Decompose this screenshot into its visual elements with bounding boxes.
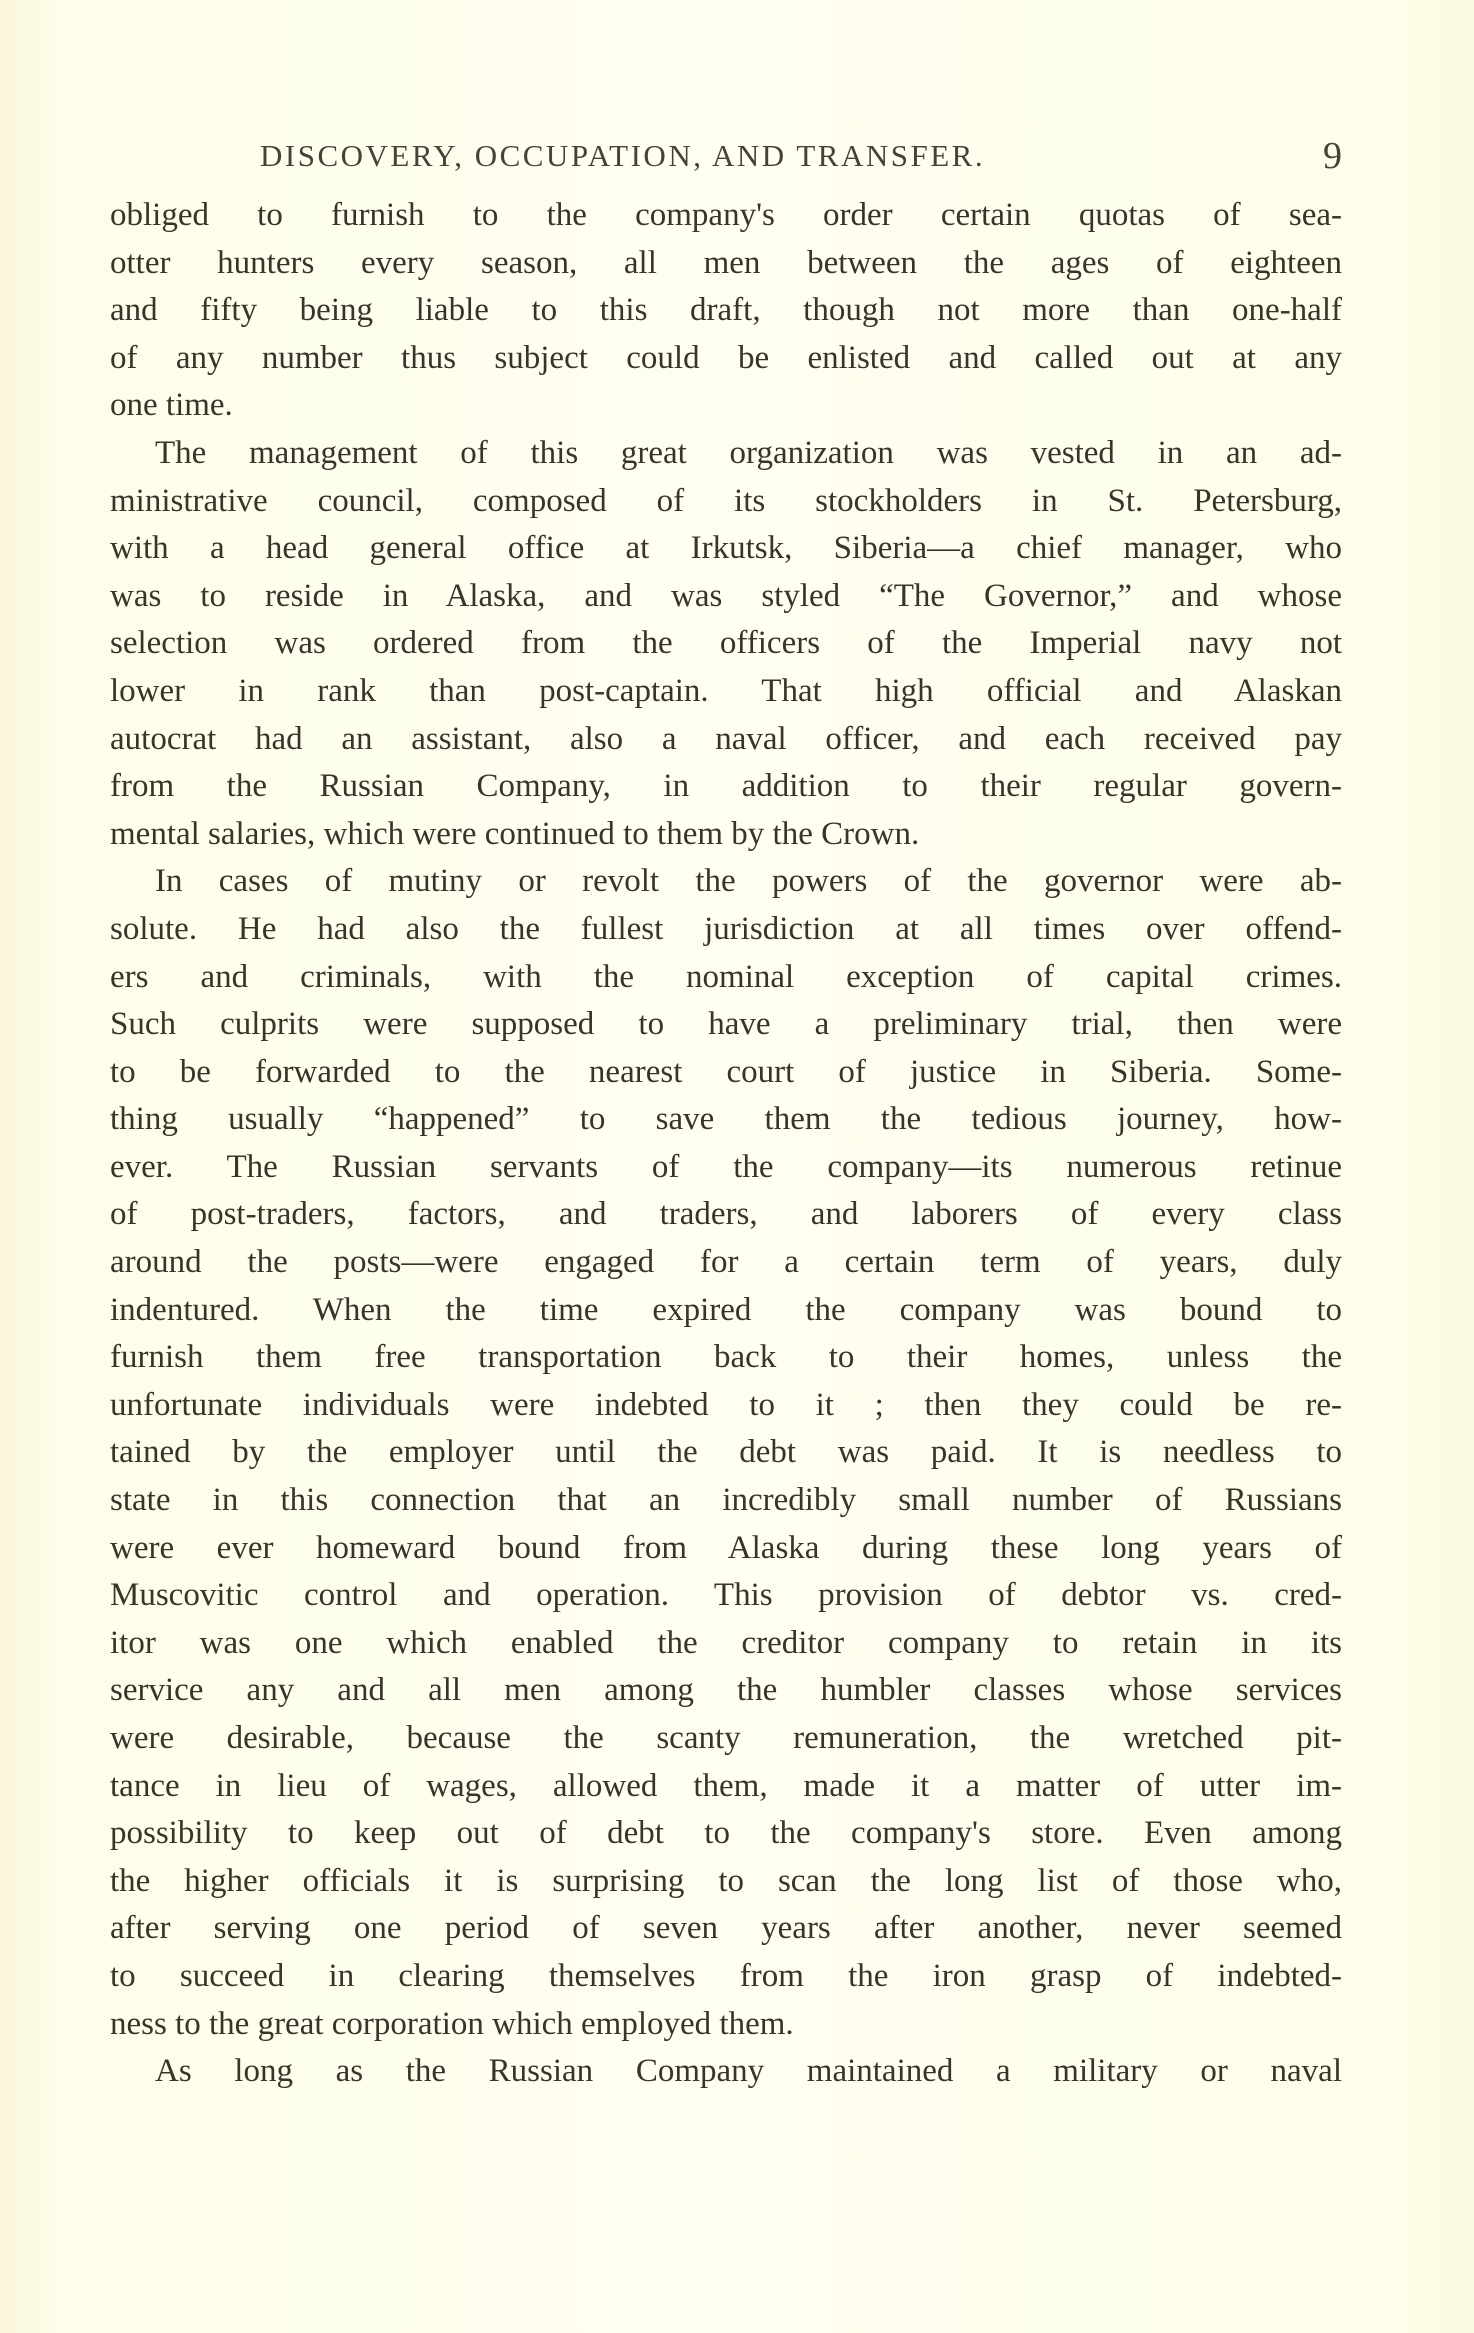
text-line: As long as the Russian Company maintained a military or naval xyxy=(155,2053,1342,2090)
text-line: autocrat had an assistant, also a naval officer, and each received pay xyxy=(110,720,1342,757)
text-line: to be forwarded to the nearest court of justice in Siberia. Some- xyxy=(110,1053,1342,1090)
page-number: 9 xyxy=(1323,135,1342,177)
text-line: around the posts—were engaged for a certain term of years, duly xyxy=(110,1244,1342,1281)
text-line: were ever homeward bound from Alaska during these long years of xyxy=(110,1529,1342,1566)
text-line: service any and all men among the humbler classes whose services xyxy=(110,1672,1342,1709)
text-line: obliged to furnish to the company's order certain quotas of sea- xyxy=(110,197,1342,233)
text-line: selection was ordered from the officers of the Imperial navy not xyxy=(110,625,1342,662)
text-line: to succeed in clearing themselves from the iron grasp of indebted- xyxy=(110,1957,1342,1994)
text-line: after serving one period of seven years after another, never seemed xyxy=(110,1910,1342,1947)
text-line: indentured. When the time expired the company was bound to xyxy=(110,1291,1342,1328)
text-line: The management of this great organization was vested in an ad- xyxy=(155,434,1342,471)
paragraph xyxy=(110,192,1342,430)
text-line: solute. He had also the fullest jurisdiction at all times over offend- xyxy=(110,910,1342,947)
text-line: ministrative council, composed of its stockholders in St. Petersburg, xyxy=(110,482,1342,519)
text-line: Such culprits were supposed to have a preliminary trial, then were xyxy=(110,1006,1342,1043)
text-line: of post-traders, factors, and traders, and laborers of every class xyxy=(110,1196,1342,1233)
text-line: of any number thus subject could be enlisted and called out at any xyxy=(110,339,1342,376)
text-line: with a head general office at Irkutsk, Siberia—a chief manager, who xyxy=(110,530,1342,567)
text-line: mental salaries, which were continued to them by the Crown. xyxy=(110,815,920,852)
text-line: was to reside in Alaska, and was styled “The Governor,” and whose xyxy=(110,577,1342,614)
paragraph xyxy=(110,2048,1342,2096)
text-line: tance in lieu of wages, allowed them, made it a matter of utter im- xyxy=(110,1767,1342,1804)
text-line: possibility to keep out of debt to the company's store. Even among xyxy=(110,1815,1342,1852)
text-line: from the Russian Company, in addition to their regular govern- xyxy=(110,768,1342,805)
text-line: furnish them free transportation back to their homes, unless the xyxy=(110,1339,1342,1376)
text-line: itor was one which enabled the creditor company to retain in its xyxy=(110,1624,1342,1661)
text-line: ness to the great corporation which employed them. xyxy=(110,2005,794,2042)
running-head xyxy=(110,135,1342,188)
paragraph xyxy=(110,858,1342,2048)
text-line: state in this connection that an incredibly small number of Russians xyxy=(110,1482,1342,1519)
text-line: and fifty being liable to this draft, though not more than one-half xyxy=(110,292,1342,329)
running-title: DISCOVERY, OCCUPATION, AND TRANSFER. xyxy=(260,138,986,173)
text-line: otter hunters every season, all men between the ages of eighteen xyxy=(110,244,1342,281)
body-text xyxy=(110,192,1342,2096)
text-line: Muscovitic control and operation. This provision of debtor vs. cred- xyxy=(110,1577,1342,1614)
text-line: thing usually “happened” to save them the tedious journey, how- xyxy=(110,1101,1342,1138)
text-line: In cases of mutiny or revolt the powers of the governor were ab- xyxy=(155,863,1342,900)
paragraph xyxy=(110,430,1342,858)
text-line: tained by the employer until the debt was paid. It is needless to xyxy=(110,1434,1342,1471)
text-line: ers and criminals, with the nominal exception of capital crimes. xyxy=(110,958,1342,995)
text-line: the higher officials it is surprising to scan the long list of those who, xyxy=(110,1862,1342,1899)
text-line: unfortunate individuals were indebted to it ; then they could be re- xyxy=(110,1386,1342,1423)
text-line: one time. xyxy=(110,387,233,424)
text-line: ever. The Russian servants of the company—its numerous retinue xyxy=(110,1148,1342,1185)
text-line: lower in rank than post-captain. That high official and Alaskan xyxy=(110,672,1342,709)
text-line: were desirable, because the scanty remuneration, the wretched pit- xyxy=(110,1720,1342,1756)
